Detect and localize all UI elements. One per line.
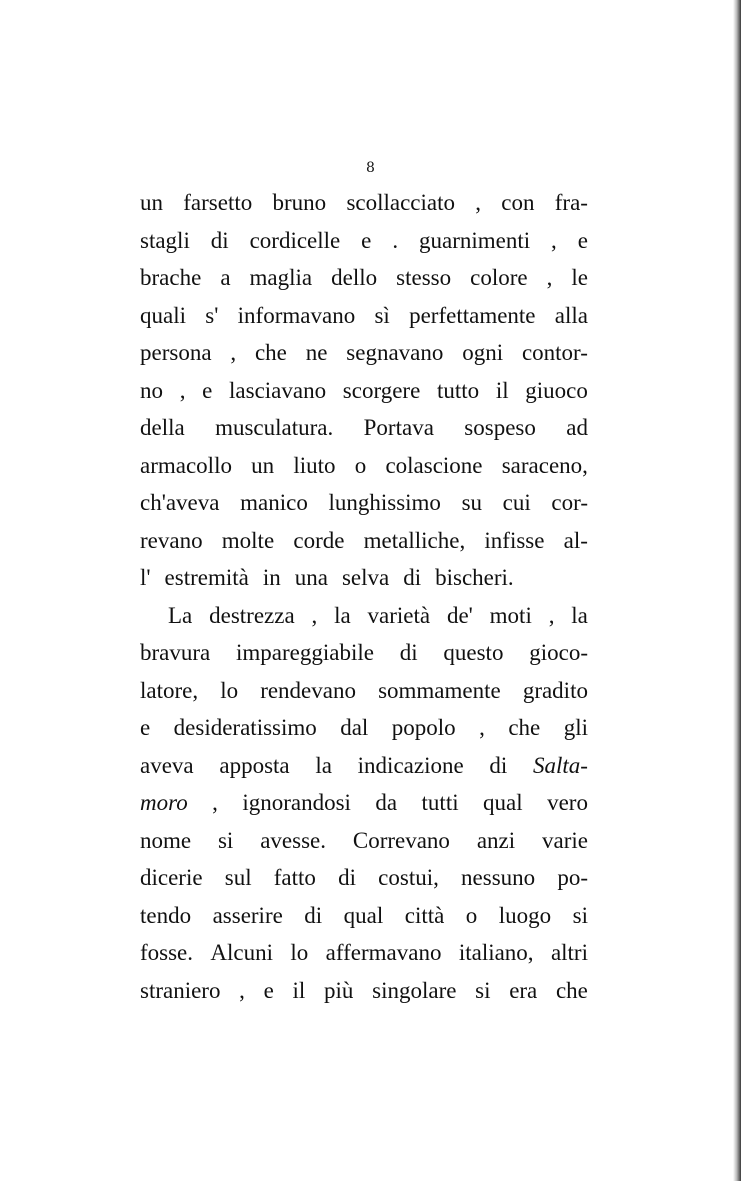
word: della [140,415,185,440]
word: ogni [462,340,504,365]
word: si [572,902,588,928]
word: scollacciato [346,190,455,215]
word: la [334,602,351,628]
word: italiano, [458,940,534,965]
word: , [475,190,482,215]
word: , [546,265,553,290]
word: infisse [484,527,545,553]
word: dello [331,265,378,290]
word: selva [341,565,390,590]
text-line [140,559,588,597]
word: cor- [551,490,588,515]
word: di [338,865,356,890]
word: stesso [396,265,452,290]
word: di [403,565,422,590]
word: il [495,377,509,403]
word: sospeso [464,415,536,440]
body-text [140,184,588,1009]
word: , [212,790,218,815]
word: l' [140,565,151,590]
word: nessuno [461,865,536,890]
word: varie [542,827,588,853]
word: colascione [385,452,483,478]
word: popolo [391,715,456,740]
text-line [140,522,588,560]
word: , [230,340,237,365]
text-line [140,259,588,297]
word: , [179,377,186,403]
word: al- [563,527,588,553]
word: rendevano [260,677,356,703]
word: sul [224,865,252,890]
word: segnavano [346,340,444,365]
word: e [361,227,372,253]
word: ad [566,415,588,440]
word: luogo [498,902,552,928]
word: e [577,227,588,253]
word: informavano [237,302,356,328]
word: era [509,977,538,1003]
text-line [140,859,588,897]
word: destrezza [209,602,295,628]
word: nome [140,827,192,853]
word: un [251,452,275,478]
word: sommamente [378,677,501,703]
word: Portava [363,415,434,440]
word: stagli [140,227,190,253]
word: che [508,715,541,740]
word: gradito [522,677,588,703]
word: gioco- [529,640,588,665]
word: fatto [273,865,316,890]
word: o [354,452,367,478]
word: metalliche, [363,527,466,553]
word: revano [140,527,203,553]
text-line [140,447,588,485]
word: si [475,977,491,1003]
word: Salta- [533,752,588,778]
word: armacollo [140,452,232,478]
text-line [140,934,588,972]
word: alla [554,302,588,328]
word: costui, [378,865,439,890]
word: lasciavano [229,377,327,403]
word: brache [140,265,202,290]
word: desideratissimo [173,715,317,740]
word: colore [470,265,528,290]
word: di [304,902,323,928]
word: po- [557,865,588,890]
word: dal [340,715,369,740]
page-spine-edge [733,0,741,1181]
word: in [262,565,281,590]
word: anzi [476,827,516,853]
word: aveva [140,752,194,778]
word: no [140,377,163,403]
word: liuto [293,452,336,478]
word: gli [563,715,588,740]
word: singolare [372,977,457,1003]
word: contor- [521,340,588,365]
word: estremità [164,565,249,590]
word: ignorandosi [242,790,351,815]
word: la [315,752,332,778]
word: le [571,265,588,290]
word: moro [140,790,188,815]
word: sì [374,302,390,328]
word: varietà [367,602,431,628]
word: ch'aveva [140,490,220,515]
word: guarnimenti [418,227,531,253]
word: saraceno, [501,452,588,478]
word: si [217,827,234,853]
word: La [168,602,193,628]
word: persona [140,340,212,365]
word: da [375,790,398,815]
word: fra- [554,190,588,215]
word: corde [293,527,345,553]
word: il [292,977,306,1003]
text-line [140,484,588,522]
word: cordicelle [249,227,341,253]
word: su [461,490,483,515]
word: e [202,377,213,403]
word: latore, [140,677,199,703]
word: quali [140,302,186,328]
word: . [392,227,399,253]
word: bruno [272,190,327,215]
word: tutto [436,377,480,403]
word: , [548,602,555,628]
word: affermavano [325,940,442,965]
word: con [501,190,535,215]
word: perfettamente [409,302,536,328]
word: bravura [140,640,211,665]
word: dicerie [140,865,203,890]
word: de' [446,602,473,628]
word: giuoco [525,377,588,403]
text-line [140,409,588,447]
word: avesse. [260,827,326,853]
word: moti [489,602,532,628]
word: di [210,227,229,253]
word: e [140,715,151,740]
text-line [140,672,588,710]
text-line [140,597,588,635]
word: manico [240,490,308,515]
text-line [140,747,588,785]
word: e [263,977,274,1003]
text-line [140,709,588,747]
text-line [140,297,588,335]
word: un [140,190,163,215]
word: vero [547,790,588,815]
word: musculatura. [215,415,334,440]
text-line [140,222,588,260]
word: maglia [249,265,313,290]
word: scorgere [342,377,421,403]
word: asserire [212,902,283,928]
word: lo [220,677,239,703]
text-line [140,897,588,935]
text-line [140,784,588,822]
word: bischeri. [435,565,514,590]
word: cui [502,490,531,515]
text-line [140,184,588,222]
word: questo [443,640,504,665]
word: lo [290,940,309,965]
word: , [239,977,245,1003]
word: Correvano [352,827,450,853]
word: , [479,715,485,740]
word: Alcuni [210,940,274,965]
text-line [140,822,588,860]
word: ne [305,340,328,365]
word: una [294,565,328,590]
word: tendo [140,902,192,928]
word: di [489,752,508,778]
word: tutti [421,790,459,815]
word: , [551,227,557,253]
word: altri [550,940,588,965]
page-number: 8 [366,160,375,176]
word: qual [343,902,384,928]
word: straniero [140,977,221,1003]
word: molte [221,527,275,553]
word: più [324,977,354,1003]
text-line [140,334,588,372]
word: qual [483,790,523,815]
word: fosse. [140,940,194,965]
word: di [399,640,418,665]
word: città [404,902,445,928]
word: s' [205,302,219,328]
word: o [465,902,478,928]
word: lunghissimo [328,490,441,515]
word: impareggiabile [236,640,374,665]
word: a [220,265,231,290]
word: farsetto [183,190,253,215]
word: , [311,602,318,628]
text-line [140,372,588,410]
text-line [140,634,588,672]
word: indicazione [357,752,464,778]
word: che [555,977,588,1003]
text-line [140,972,588,1010]
word: apposta [219,752,290,778]
word: che [254,340,287,365]
word: la [571,602,588,628]
